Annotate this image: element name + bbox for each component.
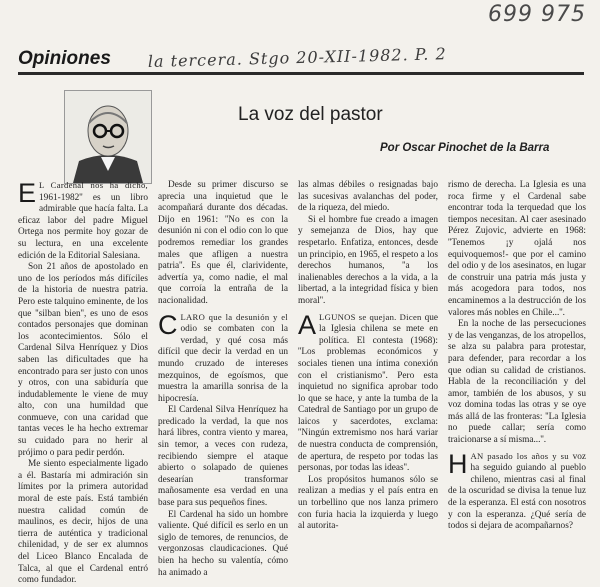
paragraph: En la noche de las persecuciones y de las venganzas, de los atropellos, se alza su palabra para protestar, para defender, para recordar a los que odian su calidad de cristianos. Habla de la reconciliación y del amor, también de los abusos, y su voz domina todas las otras y se oye más allá de las fronteras: ''La Iglesia no puede callar; sería como traicionarse a sí misma...''. [448, 319, 586, 446]
article-headline: La voz del pastor [238, 104, 383, 125]
author-photo [64, 90, 152, 184]
drop-cap: H [448, 448, 468, 479]
paragraph: E L Cardenal nos ha dicho, 1961-1982'' es un libro admirable que hacía falta. La eficaz labor del padre Miguel Ortega nos permite hoy gozar de su lectura, en una excelente edición de la Editorial Salesiana. [18, 178, 148, 261]
paragraph: HAN pasado los años y su voz ha seguido guiando al pueblo chileno, mientras casi al final de la oscuridad se divisa la tenue luz de la esperanza. El está con nosotros y con la esperanza. ¿Qué sería de todos si dejara de acompañarnos? [448, 448, 587, 532]
article-column-2 [158, 180, 288, 578]
paragraph: Desde su primer discurso se aprecia una inquietud que le acompañará durante dos décadas. Dijo en 1961: ''No es con la desunión ni con el odio con lo que podremos remediar los grandes males que afligen a nuestra patria''. Es que él, clarividente, advertía ya, como nadie, el mal que corroía la entraña de la nacionalidad. [158, 180, 288, 306]
paragraph: El Cardenal Silva Henríquez ha predicado la verdad, la que nos hará libres, contra viento y marea, sin temor, a veces con rudeza, recibiendo siempre el ataque abierto o solapado de quienes desearían transformar mañosamente esa verdad en una base para sus pequeños fines. [158, 405, 288, 509]
paragraph: Si el hombre fue creado a imagen y semejanza de Dios, hay que respetarlo. Enfatiza, entonces, desde un principio, en 1965, el respeto a los derechos humanos, ''a los inalienables derechos a la vida, a la libertad, a la integridad física y bien moral''. [298, 214, 438, 306]
author-portrait-icon [65, 91, 151, 183]
section-title: Opiniones [18, 48, 111, 69]
handwritten-source-note: la tercera. Stgo 20-XII-1982. P. 2 [147, 44, 447, 71]
paragraph: Los propósitos humanos sólo se realizan a medias y el país entra en un torbellino que nos lanza primero con furia hacia la izquierda y luego al autorita- [298, 474, 438, 532]
paragraph: Son 21 años de apostolado en uno de los períodos más difíciles de la historia de nuestra patria. Pero este talquino eminente, de los que ''silban bien'', es uno de esos contados personajes que dominan los acontecimientos. Sólo el Cardenal Silva Henríquez y Dios saben las dificultades que ha encontrado para ser justo con unos y otros, con una sabiduría que indudablemente le viene de muy alto, con una humildad que conmueve, con una caridad que tantas veces le ha hecho extremar su cuidado para no herir al prójimo o para pedir perdón. [18, 262, 148, 458]
drop-cap: C [158, 309, 178, 340]
article-column-4 [448, 180, 586, 546]
paragraph: ALGUNOS se quejan. Dicen que la Iglesia chilena se mete en política. El contesta (1968): ''Los problemas económicos y sociales tienen una íntima conexión con el cristianismo''. Pero esta inquietud no significa aprobar todo lo que se hace, y ante la tumba de la Catedral de Santiago por un grupo de laicos y sacerdotes, exclama: ''Ningún extremismo nos hará variar de nuestra conducta de comprensión, de apertura, de respeto por todas las personas, por todas las ideas''. [298, 309, 439, 474]
article-column-1 [18, 178, 148, 586]
article-column-3 [298, 180, 438, 546]
paragraph: CLARO que la desunión y el odio se combaten con la verdad, y qué cosa más difícil que decir la verdad en un mundo cruzado de intereses mezquinos, de egoísmos, que muestra la amarilla sonrisa de la hipocresía. [158, 309, 288, 404]
header-rule [18, 72, 584, 75]
article-byline: Por Oscar Pinochet de la Barra [380, 142, 550, 154]
archive-number-handwritten: 699 975 [488, 2, 586, 27]
paragraph: rismo de derecha. La Iglesia es una roca firme y el Cardenal sabe encontrar toda la terquedad que los tiempos necesitan. Al caer asesinado Pérez Zujovic, advierte en 1968: ''Tenemos ¡y ojalá nos equivoquemos!- que por el camino del odio y de los asesinatos, en lugar de construir una patria más justa y más acogedora para todos, nos encaminemos a la destrucción de los valores más nobles en Chile...''. [448, 180, 586, 318]
drop-cap: A [298, 309, 317, 340]
paragraph: El Cardenal ha sido un hombre valiente. Qué difícil es serlo en un siglo de temores, de renuncios, de vergonzosas claudicaciones. Qué bien ha hecho su valentía, cómo ha animado a [158, 509, 288, 578]
paragraph: las almas débiles o resignadas bajo las sucesivas avalanchas del poder, de la riqueza, del miedo. [298, 180, 438, 214]
paragraph: Me siento especialmente ligado a él. Bastaría mi admiración sin límites por la primera autoridad moral de este país. Está también nuestra calidad común de maulinos, es decir, hijos de una tierra de auténtica y tradicional chilenidad, y de ser ex alumnos del Liceo Blanco Encalada de Talca, al que el Cardenal entró como fundador. [18, 459, 148, 586]
drop-cap: E [18, 178, 37, 208]
